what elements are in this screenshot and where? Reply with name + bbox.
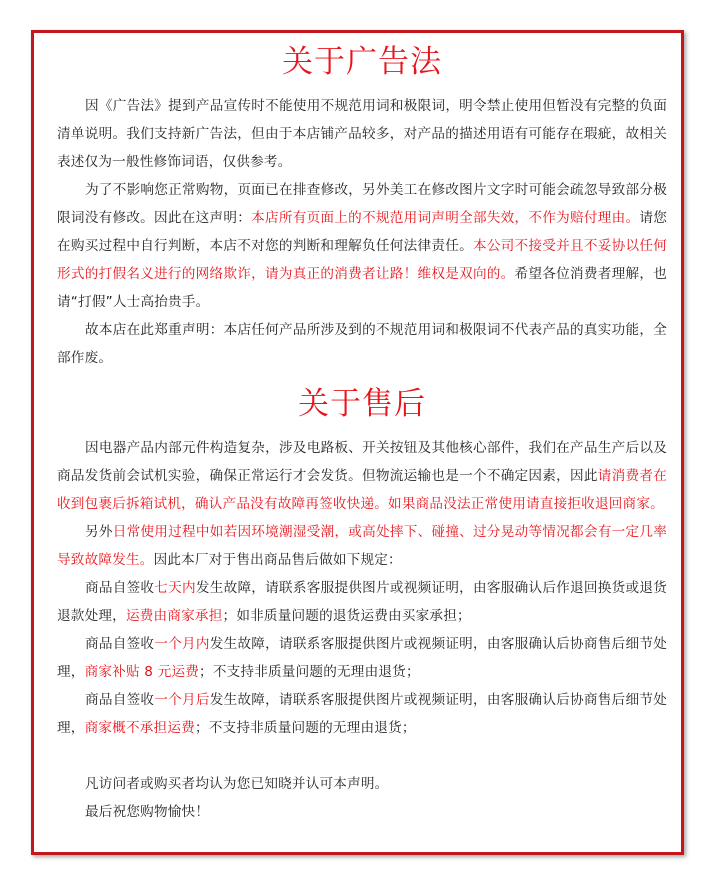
ad-law-paragraph-2 xyxy=(57,176,667,316)
as-p2-text-a: 另外 xyxy=(85,524,113,540)
as-p3-text-a: 商品自签收 xyxy=(85,580,155,596)
as-p4-text-c: 发生故障，请联系客服提供图片或视频证明，由客服确认后协商售后细节处理， xyxy=(57,636,667,680)
after-sales-paragraph-1 xyxy=(57,434,667,518)
acknowledgement-statement xyxy=(57,770,667,798)
ad-law-p2-highlight-b: 本店所有页面上的不规范用词声明全部失效，不作为赔付理由。 xyxy=(251,210,640,226)
ad-law-p2-text-c: 请您在购买过程中自行判断，本店不对您的判断和理解负任何法律责任。 xyxy=(57,210,667,254)
as-p4-text-e: ；不支持非质量问题的无理由退货； xyxy=(199,664,420,680)
as-p5-text-c: 发生故障，请联系客服提供图片或视频证明，由客服确认后协商售后细节处理， xyxy=(57,692,667,736)
as-p3-text-e: ；如非质量问题的退货运费由买家承担； xyxy=(222,608,471,624)
as-p1-highlight-b: 请消费者在收到包裹后拆箱试机，确认产品没有故障再签收快递。如果商品没法正常使用请直接拒收退回商家。 xyxy=(57,468,668,512)
as-p2-highlight-b: 日常使用过程中如若因环境潮湿受潮，或高处摔下、碰撞、过分晃动等情况都会有一定几率导致故障发生。 xyxy=(57,524,667,568)
ad-law-p3-text: 故本店在此郑重声明：本店任何产品所涉及到的不规范用词和极限词不代表产品的真实功能，全部作废。 xyxy=(57,322,667,366)
as-p3-highlight-d: 运费由商家承担 xyxy=(125,608,223,624)
paragraph-spacer xyxy=(57,742,667,770)
as-p5-text-a: 商品自签收 xyxy=(85,692,155,708)
as-p6-text: 凡访问者或购买者均认为您已知晓并认可本声明。 xyxy=(85,776,389,792)
as-p4-text-a: 商品自签收 xyxy=(85,636,155,652)
section-title-after-sales: 关于售后 xyxy=(298,386,426,422)
closing-wishes xyxy=(57,798,667,826)
as-p2-text-c: 因此本厂对于售出商品售后做如下规定： xyxy=(153,552,402,568)
ad-law-paragraph-3 xyxy=(57,316,667,372)
after-sales-paragraph-2 xyxy=(57,518,667,574)
as-p7-text: 最后祝您购物愉快！ xyxy=(85,804,210,820)
as-p1-text-a: 因电器产品内部元件构造复杂，涉及电路板、开关按钮及其他核心部件，我们在产品生产后以及商品发货前会试机实验，确保正常运行才会发货。但物流运输也是一个不确定因素，因此 xyxy=(57,440,667,484)
after-sales-rule-7-days xyxy=(57,574,667,630)
as-p4-highlight-b: 一个月内 xyxy=(154,636,210,652)
section-title-advertising-law: 关于广告法 xyxy=(282,44,442,80)
as-p4-highlight-d: 商家补贴 8 元运费 xyxy=(84,664,200,680)
after-sales-rule-after-month xyxy=(57,686,667,742)
ad-law-p1-text: 因《广告法》提到产品宣传时不能使用不规范用词和极限词，明令禁止使用但暂没有完整的负面清单说明。我们支持新广告法，但由于本店铺产品较多，对产品的描述用语有可能存在瑕疵，故相关表述仅为一般性修饰词语，仅供参考。 xyxy=(57,98,667,170)
notice-content xyxy=(57,33,667,826)
as-p5-text-e: ；不支持非质量问题的无理由退货； xyxy=(194,720,416,736)
ad-law-p2-text-e: 希望各位消费者理解，也请“打假”人士高抬贵手。 xyxy=(57,266,667,310)
ad-law-p2-text-a: 为了不影响您正常购物，页面已在排查修改，另外美工在修改图片文字时可能会疏忽导致部分极限词没有修改。因此在这声明： xyxy=(57,182,667,226)
as-p5-highlight-d: 商家概不承担运费 xyxy=(84,720,195,736)
as-p5-highlight-b: 一个月后 xyxy=(154,692,210,708)
as-p3-text-c: 发生故障，请联系客服提供图片或视频证明，由客服确认后作退回换货或退货退款处理， xyxy=(57,580,667,624)
ad-law-paragraph-1 xyxy=(57,92,667,176)
notice-frame xyxy=(31,30,684,855)
as-p3-highlight-b: 七天内 xyxy=(154,580,196,596)
ad-law-p2-highlight-d: 本公司不接受并且不妥协以任何形式的打假名义进行的网络欺诈，请为真正的消费者让路！维权是双向的。 xyxy=(57,238,667,282)
after-sales-rule-within-month xyxy=(57,630,667,686)
